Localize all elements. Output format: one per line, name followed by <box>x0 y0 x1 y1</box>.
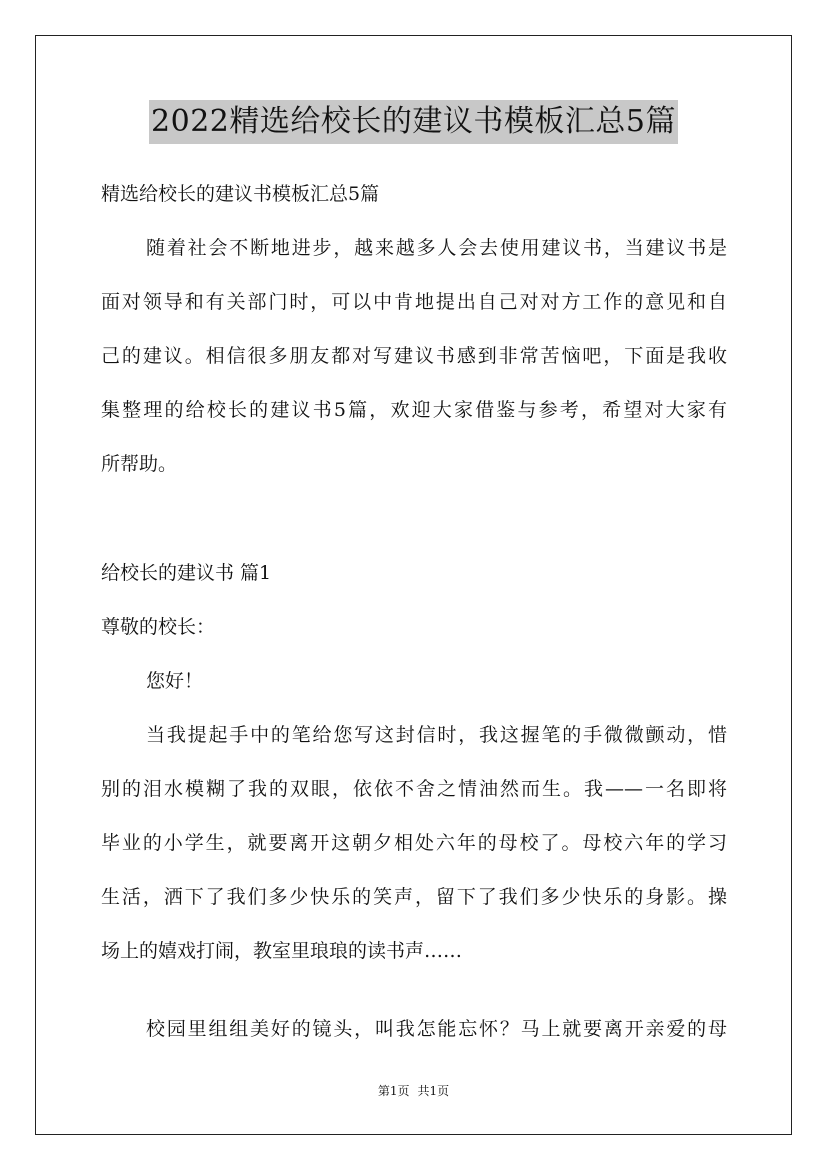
body-line: 生活，洒下了我们多少快乐的笑声，留下了我们多少快乐的身影。操 <box>101 886 727 908</box>
body-line: 校园里组组美好的镜头，叫我怎能忘怀？马上就要离开亲爱的母 <box>146 1018 727 1040</box>
intro-line: 随着社会不断地进步，越来越多人会去使用建议书，当建议书是 <box>146 237 727 259</box>
body-line: 别的泪水模糊了我的双眼，依依不舍之情油然而生。我——一名即将 <box>101 778 727 800</box>
document-subtitle: 精选给校长的建议书模板汇总5篇 <box>101 183 380 205</box>
document-title: 2022精选给校长的建议书模板汇总5篇 <box>149 100 678 144</box>
intro-line: 己的建议。相信很多朋友都对写建议书感到非常苦恼吧，下面是我收 <box>101 345 727 367</box>
body-line: 场上的嬉戏打闹，教室里琅琅的读书声…… <box>101 940 463 962</box>
section-heading: 给校长的建议书 篇1 <box>101 562 272 584</box>
page-number: 第1页 <box>377 1084 410 1098</box>
page-total: 共1页 <box>417 1084 450 1098</box>
body-line: 当我提起手中的笔给您写这封信时，我这握笔的手微微颤动，惜 <box>146 724 727 746</box>
intro-line: 集整理的给校长的建议书5篇，欢迎大家借鉴与参考，希望对大家有 <box>101 399 727 421</box>
salutation: 尊敬的校长： <box>101 616 216 638</box>
greeting: 您好！ <box>146 670 204 692</box>
body-line: 毕业的小学生，就要离开这朝夕相处六年的母校了。母校六年的学习 <box>101 832 727 854</box>
intro-line: 面对领导和有关部门时，可以中肯地提出自己对对方工作的意见和自 <box>101 291 727 313</box>
title-block <box>0 100 827 144</box>
intro-line: 所帮助。 <box>101 453 178 475</box>
page-footer <box>0 1083 827 1099</box>
